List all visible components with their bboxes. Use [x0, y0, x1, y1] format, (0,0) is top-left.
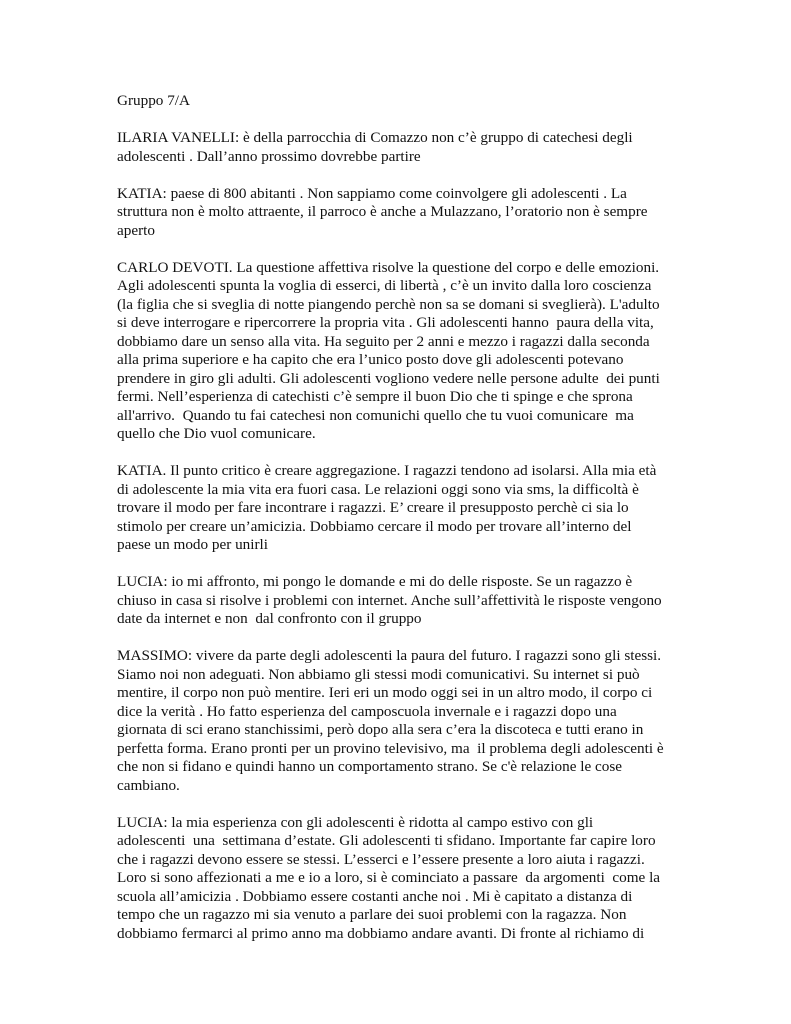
- paragraph-line: dobbiamo dare un senso alla vita. Ha seguito per 2 anni e mezzo i ragazzi dalla seconda: [117, 332, 650, 350]
- paragraph-line: MASSIMO: vivere da parte degli adolescenti la paura del futuro. I ragazzi sono gli stessi.: [117, 647, 662, 664]
- paragraph-line: giornata di sci erano stanchissimi, però dopo alla sera c’era la discoteca e tutti erano in: [117, 721, 644, 738]
- paragraph-line: si deve interrogare e ripercorrere la propria vita . Gli adolescenti hanno paura della vita,: [117, 314, 654, 331]
- paragraph-line: date da internet e non dal confronto con il gruppo: [117, 610, 422, 627]
- paragraph-line: adolescenti una settimana d’estate. Gli adolescenti ti sfidano. Importante far capire loro: [117, 832, 656, 849]
- paragraph-line: alla prima superiore e ha capito che era l’unico posto dove gli adolescenti potevano: [117, 351, 624, 368]
- paragraph-line: che non si fidano e quindi hanno un comportamento strano. Se c'è relazione le cose: [117, 758, 623, 775]
- paragraph-line: di adolescente la mia vita era fuori casa. Le relazioni oggi sono via sms, la difficoltà è: [117, 480, 639, 498]
- paragraph-line: mentire, il corpo non può mentire. Ieri eri un modo oggi sei in un altro modo, il corpo ci: [117, 684, 653, 701]
- paragraph-line: prendere in giro gli adulti. Gli adolescenti vogliono vedere nelle persone adulte dei punti: [117, 369, 660, 387]
- paragraph-line: chiuso in casa si risolve i problemi con internet. Anche sull’affettività le risposte vengono: [117, 591, 662, 609]
- paragraph-line: all'arrivo. Quando tu fai catechesi non comunichi quello che tu vuoi comunicare ma: [117, 406, 634, 424]
- paragraph: [117, 814, 677, 944]
- paragraph-line: dice la verità . Ho fatto esperienza del camposcuola invernale e i ragazzi dopo una: [117, 702, 617, 720]
- paragraph-line: perfetta forma. Erano pronti per un provino televisivo, ma il problema degli adolescenti è: [117, 739, 664, 757]
- paragraph: [117, 259, 677, 444]
- document-page: [117, 92, 677, 962]
- paragraph-line: LUCIA: la mia esperienza con gli adolescenti è ridotta al campo estivo con gli: [117, 813, 594, 831]
- paragraph-line: Loro si sono affezionati a me e io a loro, si è cominciato a passare da argomenti come la: [117, 869, 661, 886]
- paragraph-line: (la figlia che si sveglia di notte piangendo perchè non sa se domani si sveglierà). L'adulto: [117, 295, 660, 313]
- paragraph-line: Siamo noi non adeguati. Non abbiamo gli stessi modi comunicativi. Su internet si può: [117, 665, 640, 683]
- paragraph-line: KATIA: paese di 800 abitanti . Non sappiamo come coinvolgere gli adolescenti . La: [117, 184, 627, 202]
- paragraph-line: CARLO DEVOTI. La questione affettiva risolve la questione del corpo e delle emozioni.: [117, 258, 660, 276]
- paragraph-line: scuola all’amicizia . Dobbiamo essere costanti anche noi . Mi è capitato a distanza di: [117, 887, 633, 905]
- paragraph-line: tempo che un ragazzo mi sia venuto a parlare dei suoi problemi con la ragazza. Non: [117, 906, 627, 923]
- paragraph-line: KATIA. Il punto critico è creare aggregazione. I ragazzi tendono ad isolarsi. Alla mia età: [117, 462, 657, 479]
- document-body: [117, 129, 677, 943]
- paragraph-line: LUCIA: io mi affronto, mi pongo le domande e mi do delle risposte. Se un ragazzo è: [117, 573, 633, 590]
- paragraph-line: adolescenti . Dall’anno prossimo dovrebbe partire: [117, 147, 421, 165]
- paragraph-line: dobbiamo fermarci al primo anno ma dobbiamo andare avanti. Di fronte al richiamo di: [117, 924, 645, 942]
- paragraph: [117, 462, 677, 555]
- paragraph: [117, 129, 677, 166]
- paragraph-line: aperto: [117, 221, 155, 239]
- paragraph: [117, 185, 677, 241]
- paragraph-line: ILARIA VANELLI: è della parrocchia di Comazzo non c’è gruppo di catechesi degli: [117, 129, 633, 146]
- paragraph-line: che i ragazzi devono essere se stessi. L’esserci e l’essere presente a loro aiuta i ragazzi.: [117, 850, 645, 868]
- paragraph-line: struttura non è molto attraente, il parroco è anche a Mulazzano, l’oratorio non è sempre: [117, 203, 648, 220]
- document-title: Gruppo 7/A: [117, 92, 190, 109]
- paragraph-line: cambiano.: [117, 776, 180, 794]
- paragraph-line: paese un modo per unirli: [117, 536, 268, 553]
- paragraph-line: Agli adolescenti spunta la voglia di esserci, di libertà , c’è un invito dalla loro coscienza: [117, 277, 652, 294]
- paragraph-line: quello che Dio vuol comunicare.: [117, 425, 316, 442]
- paragraph: [117, 647, 677, 795]
- paragraph-line: trovare il modo per fare incontrare i ragazzi. E’ creare il presupposto perchè ci sia lo: [117, 499, 629, 516]
- paragraph-line: fermi. Nell’esperienza di catechisti c’è sempre il buon Dio che ti spinge e che sprona: [117, 388, 633, 405]
- paragraph: [117, 573, 677, 629]
- paragraph-line: stimolo per creare un’amicizia. Dobbiamo cercare il modo per trovare all’interno del: [117, 517, 632, 535]
